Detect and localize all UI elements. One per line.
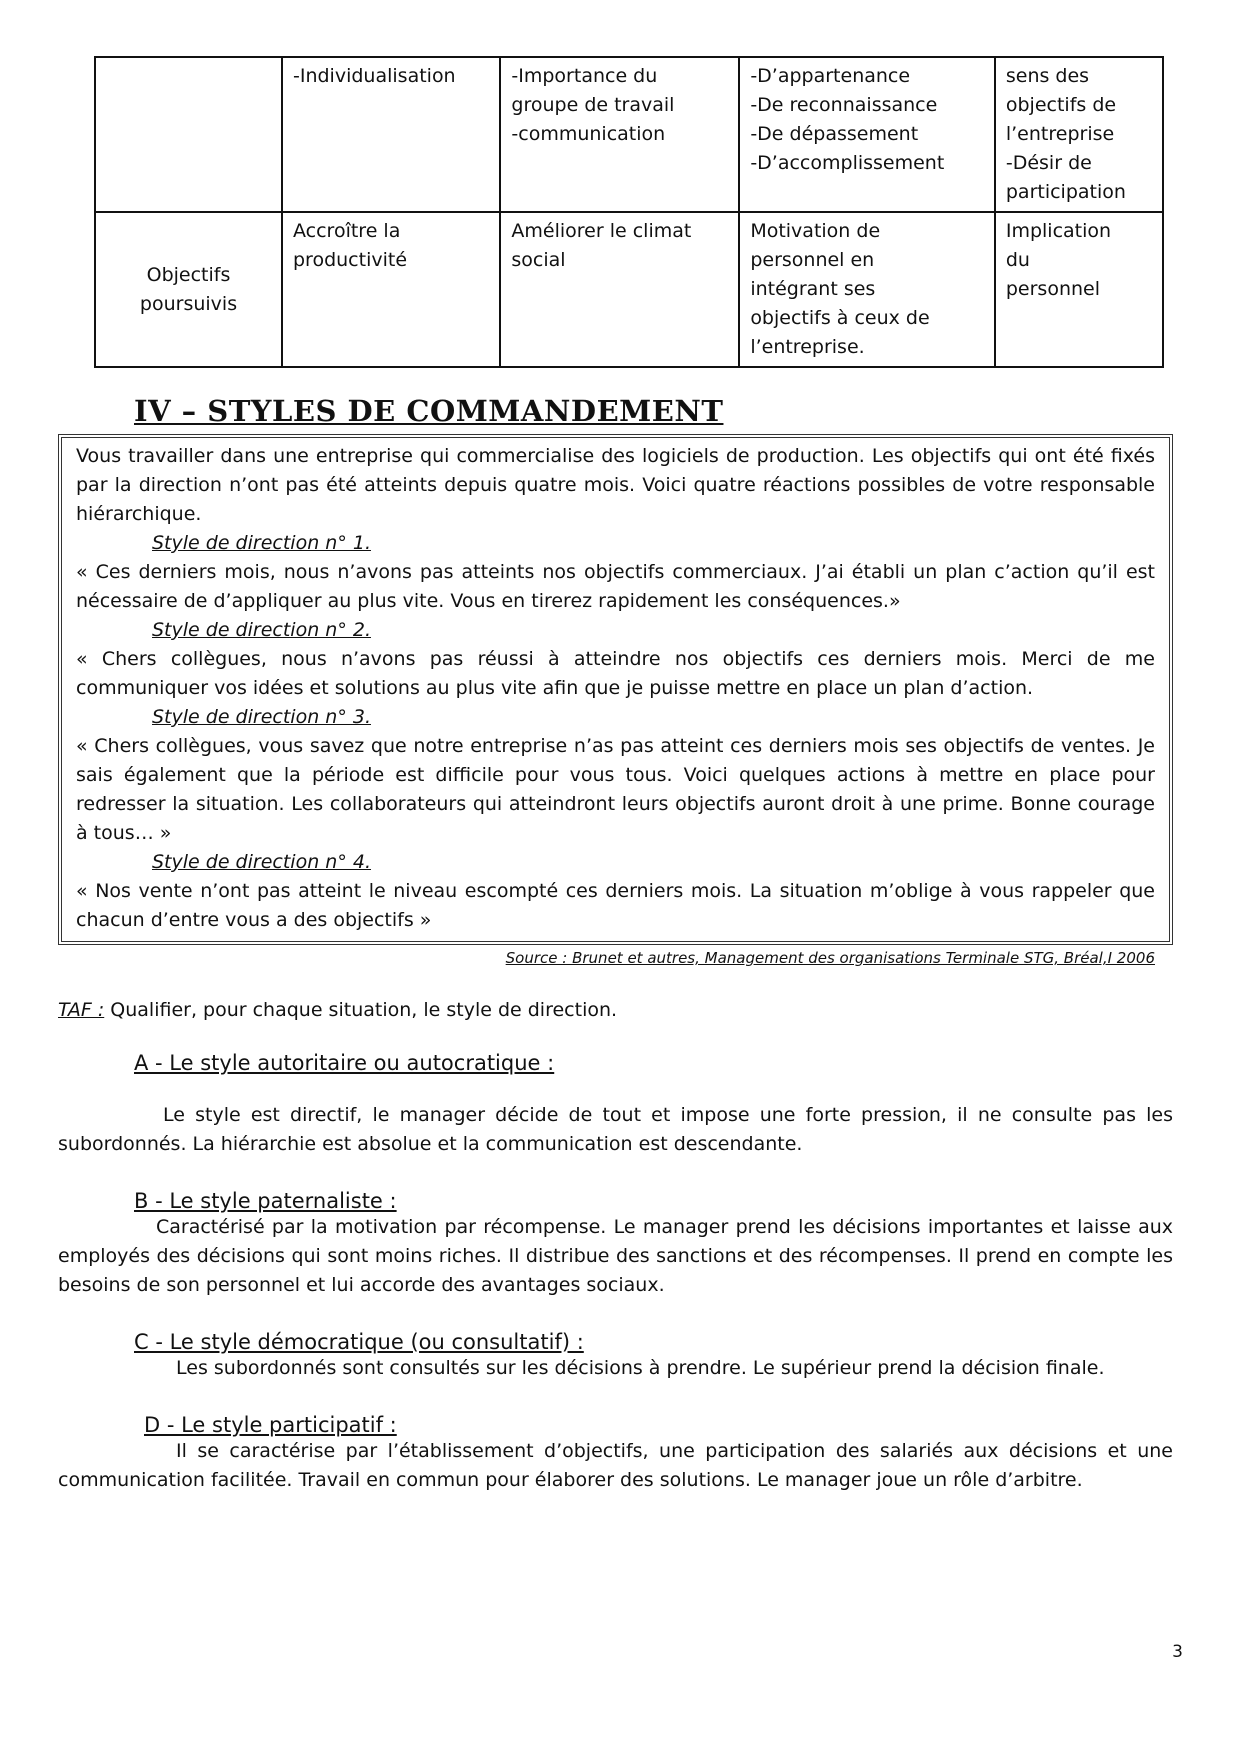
cell-line: productivité bbox=[293, 249, 408, 271]
taf-text: Qualifier, pour chaque situation, le style de direction. bbox=[104, 999, 618, 1021]
style-heading: Style de direction n° 2. bbox=[152, 619, 371, 641]
cell-line: personnel bbox=[1005, 278, 1100, 300]
cell-line: groupe de travail bbox=[511, 94, 675, 116]
table-cell bbox=[995, 57, 1163, 212]
case-study-box bbox=[58, 434, 1173, 945]
style-quote: « Nos vente n’ont pas atteint le niveau escompté ces derniers mois. La situation m’oblige à vous rappeler que chacun d’entre vous a des objectifs » bbox=[76, 880, 1155, 931]
style-quote: « Ces derniers mois, nous n’avons pas atteints nos objectifs commerciaux. J’ai établi un plan c’action qu’il est nécessaire de d’appliquer au plus vite. Vous en tirerez rapidement les conséquences.» bbox=[76, 561, 1155, 612]
cell-line: participation bbox=[1005, 181, 1126, 203]
section-text: Les subordonnés sont consultés sur les décisions à prendre. Le supérieur prend la décision finale. bbox=[176, 1357, 1105, 1379]
page-number: 3 bbox=[1172, 1642, 1183, 1662]
cell-line: -De reconnaissance bbox=[750, 94, 938, 116]
cell-line: Améliorer le climat bbox=[511, 220, 692, 242]
cell-line: -D’appartenance bbox=[750, 65, 911, 87]
cell-line: -Désir de bbox=[1005, 152, 1092, 174]
style-heading: Style de direction n° 4. bbox=[152, 851, 371, 873]
cell-line: Implication bbox=[1005, 220, 1112, 242]
taf-instruction bbox=[58, 999, 1173, 1021]
cell-line: objectifs de bbox=[1005, 94, 1117, 116]
source-citation: Source : Brunet et autres, Management des organisations Terminale STG, Bréal,I 2006 bbox=[505, 949, 1155, 967]
row-label bbox=[95, 57, 282, 212]
cell-line: -Importance du bbox=[511, 65, 658, 87]
table-cell bbox=[282, 212, 500, 367]
cell-line: -De dépassement bbox=[750, 123, 919, 145]
section-heading: B - Le style paternaliste : bbox=[134, 1189, 397, 1213]
cell-line: personnel en bbox=[750, 249, 875, 271]
table-cell bbox=[995, 212, 1163, 367]
section-democratic bbox=[58, 1330, 1173, 1383]
cell-line: l’entreprise bbox=[1005, 123, 1115, 145]
table-cell bbox=[739, 212, 995, 367]
table-row bbox=[95, 212, 1163, 367]
table-cell bbox=[282, 57, 500, 212]
section-paternalist bbox=[58, 1189, 1173, 1300]
section-heading: A - Le style autoritaire ou autocratique : bbox=[134, 1051, 555, 1075]
cell-line: Accroître la bbox=[293, 220, 401, 242]
table-cell bbox=[500, 212, 739, 367]
section-title: IV – STYLES DE COMMANDEMENT bbox=[134, 394, 724, 428]
cell-line: intégrant ses bbox=[750, 278, 876, 300]
style-heading: Style de direction n° 3. bbox=[152, 706, 371, 728]
cell-line: l’entreprise. bbox=[750, 336, 865, 358]
cell-line: Motivation de bbox=[750, 220, 881, 242]
cell-line: du bbox=[1005, 249, 1030, 271]
section-text: Il se caractérise par l’établissement d’objectifs, une participation des salariés aux décisions et une communication facilitée. Travail en commun pour élaborer des solutions. Le manager joue un rôle d’arbitre. bbox=[58, 1440, 1173, 1491]
table-cell bbox=[739, 57, 995, 212]
cell-line: social bbox=[511, 249, 566, 271]
table-row bbox=[95, 57, 1163, 212]
cell-line: objectifs à ceux de bbox=[750, 307, 930, 329]
style-quote: « Chers collègues, nous n’avons pas réussi à atteindre nos objectifs ces derniers mois. Merci de me communiquer vos idées et solutions au plus vite afin que je puisse mettre en place un plan d’action. bbox=[76, 648, 1155, 699]
section-autocratic bbox=[58, 1051, 1173, 1159]
section-heading: D - Le style participatif : bbox=[144, 1413, 397, 1437]
motivation-table bbox=[94, 56, 1164, 368]
cell-line: -D’accomplissement bbox=[750, 152, 945, 174]
case-intro: Vous travailler dans une entreprise qui commercialise des logiciels de production. Les objectifs qui ont été fixés par la direction n’ont pas été atteints depuis quatre mois. Voici quatre réactions possibles de votre responsable hiérarchique. bbox=[76, 445, 1155, 525]
section-heading: C - Le style démocratique (ou consultatif) : bbox=[134, 1330, 584, 1354]
style-quote: « Chers collègues, vous savez que notre entreprise n’as pas atteint ces derniers mois ses objectifs de ventes. Je sais également que la période est difficile pour vous tous. Voici quelques actions à mettre en place pour redresser la situation. Les collaborateurs qui atteindront leurs objectifs auront droit à une prime. Bonne courage à tous… » bbox=[76, 735, 1155, 844]
section-text: Le style est directif, le manager décide de tout et impose une forte pression, il ne consulte pas les subordonnés. La hiérarchie est absolue et la communication est descendante. bbox=[58, 1104, 1173, 1155]
cell-line: -communication bbox=[511, 123, 666, 145]
cell-line: -Individualisation bbox=[293, 65, 456, 87]
section-text: Caractérisé par la motivation par récompense. Le manager prend les décisions importantes et laisse aux employés des décisions qui sont moins riches. Il distribue des sanctions et des récompenses. Il prend en compte les besoins de son personnel et lui accorde des avantages sociaux. bbox=[58, 1216, 1173, 1296]
table-cell bbox=[500, 57, 739, 212]
section-participative bbox=[58, 1413, 1173, 1495]
taf-label: TAF : bbox=[58, 999, 105, 1021]
document-page bbox=[58, 56, 1173, 1495]
style-heading: Style de direction n° 1. bbox=[152, 532, 371, 554]
cell-line: sens des bbox=[1005, 65, 1090, 87]
row-label: Objectifs poursuivis bbox=[95, 212, 282, 367]
